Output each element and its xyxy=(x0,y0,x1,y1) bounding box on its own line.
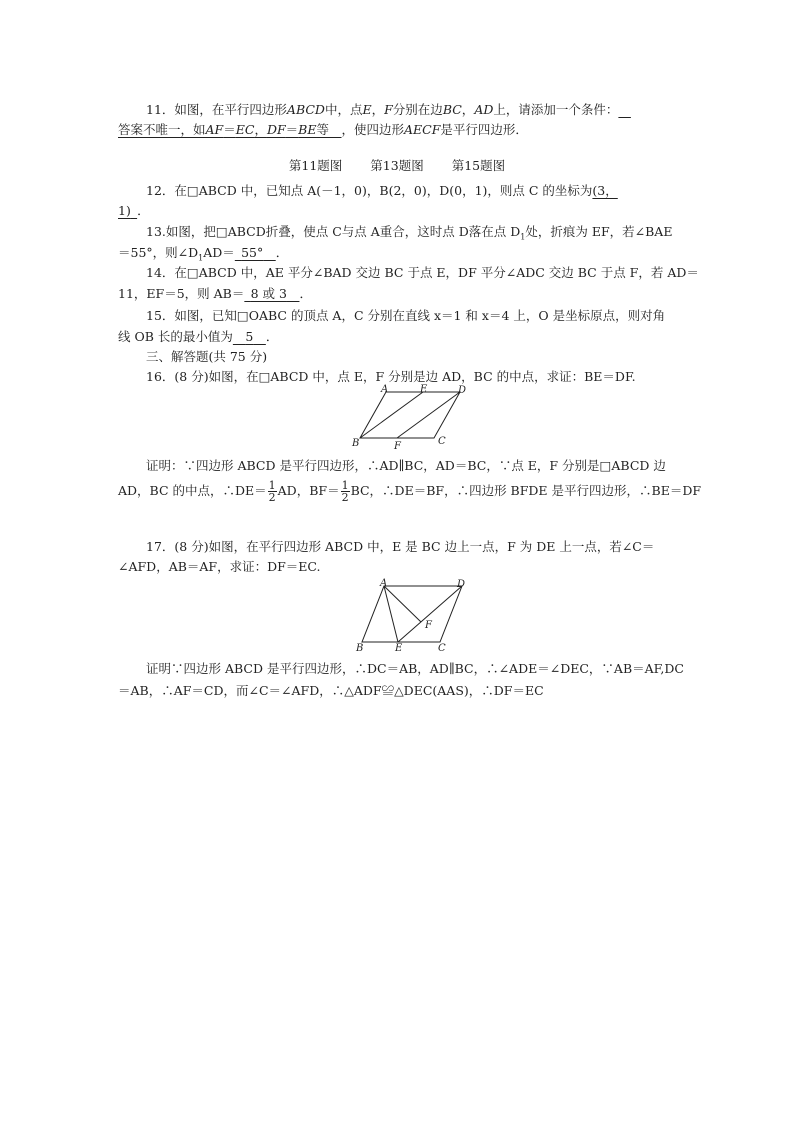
q16-label-e: E xyxy=(420,384,428,395)
q13-answer: 55° xyxy=(241,245,264,260)
q11-line-2: 答案不唯一，如AF＝EC，DF＝BE等 ，使四边形AECF是平行四边形． xyxy=(118,122,528,137)
q13-line-1: 13.如图，把□ABCD折叠，使点 C与点 A重合，这时点 D落在点 $D_1$处，折痕为 EF，若∠BAE xyxy=(146,224,673,242)
q15-line-2: 线 OB 长的最小值为 5 ． xyxy=(118,329,279,344)
q11-number: 11． xyxy=(146,102,175,117)
caption-fig-11: 第11题图 xyxy=(288,158,343,173)
q17-segment-af xyxy=(384,586,421,622)
q16-label-a: A xyxy=(381,384,389,395)
q16-label-d: D xyxy=(458,385,467,396)
q17-figure xyxy=(350,576,476,654)
figure-captions xyxy=(0,156,794,176)
q16-proof-1: 证明：∵四边形 ABCD 是平行四边形，∴AD∥BC，AD＝BC，∵点 E，F 分别是□ABCD 边 xyxy=(146,458,666,473)
q17-label-a: A xyxy=(380,578,388,589)
fraction-half-1: $\frac{1}{2}$ xyxy=(268,479,276,504)
q11-answer: 答案不唯一，如AF＝EC，DF＝BE等 xyxy=(118,122,329,137)
q16-proof-2: AD，BC 的中点，∴DE＝ $\frac{1}{2}$ AD，BF＝ $\frac{1}{2}$ BC，∴DE＝BF，∴四边形 BFDE 是平行四边形，∴BE＝DF xyxy=(118,479,702,504)
q16-figure xyxy=(350,384,470,452)
q17-proof-1: 证明∵四边形 ABCD 是平行四边形，∴DC＝AB，AD∥BC，∴∠ADE＝∠DEC，∵AB＝AF,DC xyxy=(146,661,684,676)
q17-label-f: F xyxy=(425,620,432,631)
q16-label-f: F xyxy=(394,441,401,452)
q16-label-c: C xyxy=(438,436,446,447)
q17-proof-2: ＝AB，∴AF＝CD，而∠C＝∠AFD，∴△ADF≌△DEC(AAS)，∴DF＝EC xyxy=(118,683,544,698)
q16-segment-df xyxy=(397,392,460,438)
q13-line-2: ＝55°，则$\angle D_1AD=$ 55° ． xyxy=(118,245,289,263)
q17-line-2: ∠AFD，AB＝AF，求证：DF＝EC. xyxy=(118,559,321,574)
q12-answer: (3， xyxy=(592,183,618,198)
section-3-heading: 三、解答题(共 75 分) xyxy=(146,349,268,364)
caption-fig-15: 第15题图 xyxy=(451,158,506,173)
fraction-half-2: $\frac{1}{2}$ xyxy=(341,479,349,504)
q15-answer: 5 xyxy=(245,329,254,344)
q17-segment-de xyxy=(398,586,462,642)
q14-line-1: 14．在□ABCD 中，AE 平分∠BAD 交边 BC 于点 E，DF 平分∠ADC 交边 BC 于点 F，若 AD＝ xyxy=(146,265,699,280)
q16-parallelogram xyxy=(360,392,460,438)
q16-label-b: B xyxy=(352,438,360,449)
q17-segment-ae xyxy=(384,586,398,642)
q17-label-b: B xyxy=(356,643,364,654)
q12-line-2: 1) ． xyxy=(118,203,150,218)
q17-label-d: D xyxy=(457,579,466,590)
q16-segment-be xyxy=(360,392,423,438)
q14-answer: 8 或 3 xyxy=(250,286,287,301)
q12-line-1: 12．在□ABCD 中，已知点 A(－1，0)，B(2，0)，D(0，1)，则点 C 的坐标为(3， xyxy=(146,183,618,198)
q16-line-1: 16．(8 分)如图，在□ABCD 中，点 E，F 分别是边 AD，BC 的中点，求证：BE＝DF. xyxy=(146,369,636,384)
q15-line-1: 15．如图，已知□OABC 的顶点 A，C 分别在直线 x＝1 和 x＝4 上，O 是坐标原点，则对角 xyxy=(146,308,666,323)
q14-line-2: 11，EF＝5，则 AB＝ 8 或 3 ． xyxy=(118,286,312,301)
q17-line-1: 17．(8 分)如图，在平行四边形 ABCD 中，E 是 BC 边上一点，F 为 DE 上一点，若∠C＝ xyxy=(146,539,655,554)
caption-fig-13: 第13题图 xyxy=(370,158,424,173)
q17-label-e: E xyxy=(395,643,403,654)
q17-parallelogram xyxy=(362,586,462,642)
q11-line-1: 11．如图，在平行四边形ABCD中，点E，F分别在边BC，AD上，请添加一个条件： xyxy=(146,102,619,117)
q17-label-c: C xyxy=(438,643,446,654)
